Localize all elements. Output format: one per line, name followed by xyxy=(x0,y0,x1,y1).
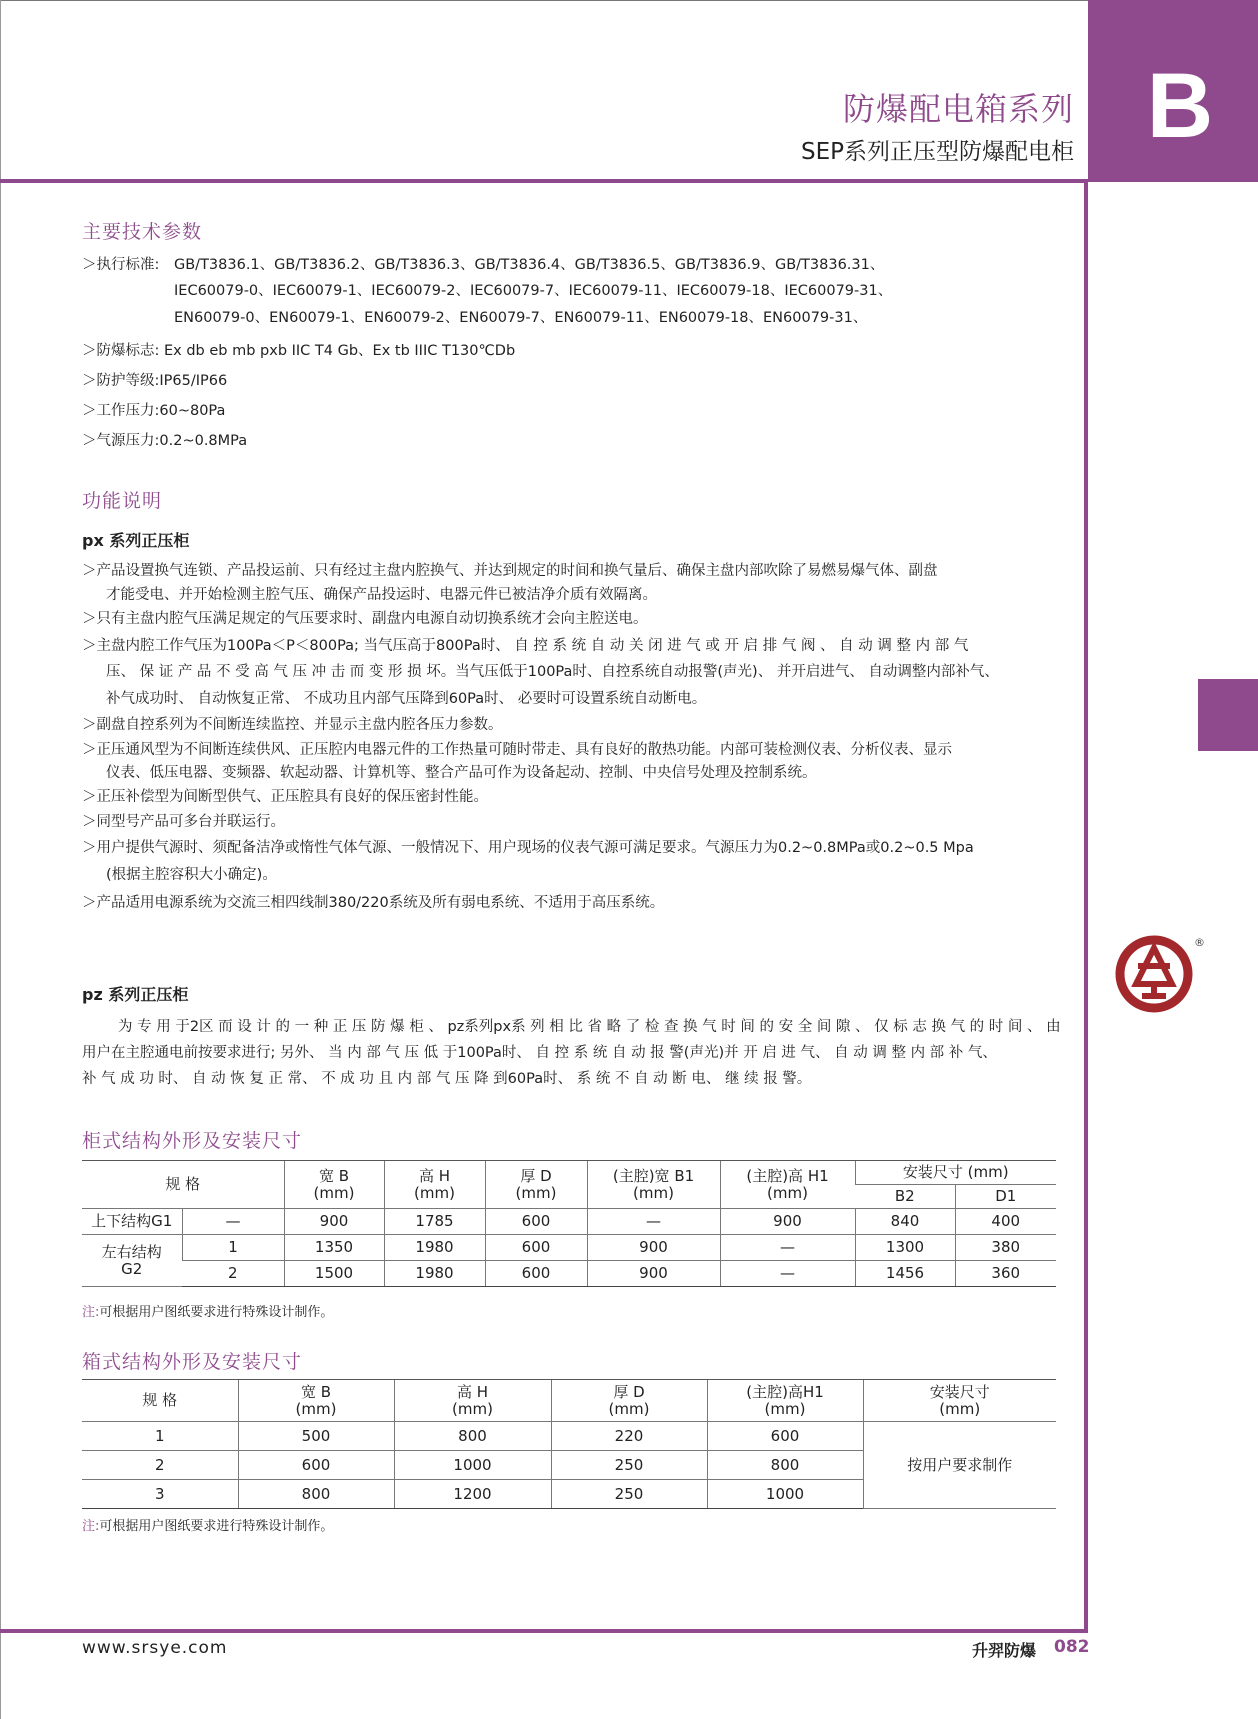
table-row xyxy=(82,1422,1056,1451)
standards-line: EN60079-0、EN60079-1、EN60079-2、EN60079-7、EN60079-11、EN60079-18、EN60079-31、 xyxy=(174,310,868,326)
registered-mark: ® xyxy=(1194,936,1205,949)
header-spec: 规 格 xyxy=(82,1161,284,1209)
cell: 1350 xyxy=(284,1235,384,1261)
px-line: ＞用户提供气源时、须配备洁净或惰性气体气源、一般情况下、用户现场的仪表气源可满足要求。气源压力为0.2~0.8MPa或0.2~0.5 Mpa xyxy=(82,840,974,856)
cabinet-dimensions-table xyxy=(82,1160,1056,1287)
standards-line: IEC60079-0、IEC60079-1、IEC60079-2、IEC60079-7、IEC60079-11、IEC60079-18、IEC60079-31、 xyxy=(174,283,893,299)
header-install: 安装尺寸 (mm) xyxy=(855,1161,1056,1185)
section-letter: B xyxy=(1146,55,1214,157)
cell: 600 xyxy=(485,1235,587,1261)
cell: 400 xyxy=(955,1209,1056,1235)
cell: 500 xyxy=(238,1422,394,1451)
cell: 1200 xyxy=(394,1480,551,1509)
box-table-title: 箱式结构外形及安装尺寸 xyxy=(82,1351,303,1373)
header-width: 宽 B (mm) xyxy=(284,1161,384,1209)
cabinet-table-note: 注:可根据用户图纸要求进行特殊设计制作。 xyxy=(82,1305,334,1320)
side-index-tab xyxy=(1198,679,1258,751)
air-source-pressure: ＞气源压力:0.2~0.8MPa xyxy=(82,433,248,449)
header-b2: B2 xyxy=(855,1185,955,1209)
px-line: ＞副盘自控系列为不间断连续监控、并显示主盘内腔各压力参数。 xyxy=(82,717,503,733)
px-line: ＞正压通风型为不间断连续供风、正压腔内电器元件的工作热量可随时带走、具有良好的散热功能。内部可装检测仪表、分析仪表、显示 xyxy=(82,742,952,758)
header-install: 安装尺寸 (mm) xyxy=(863,1380,1056,1422)
cell: 600 xyxy=(485,1209,587,1235)
cell: 800 xyxy=(394,1422,551,1451)
cell: 250 xyxy=(551,1480,707,1509)
header-main-width: (主腔)宽 B1 (mm) xyxy=(587,1161,720,1209)
page-left-border xyxy=(0,0,1,1719)
px-line: 才能受电、并开始检测主腔气压、确保产品投运时、电器元件已被洁净介质有效隔离。 xyxy=(106,587,657,603)
page-number: 082 xyxy=(1054,1637,1090,1657)
header-d1: D1 xyxy=(955,1185,1056,1209)
main-params-title: 主要技术参数 xyxy=(82,221,203,243)
header-main-height: (主腔)高H1 (mm) xyxy=(707,1380,863,1422)
px-line: (根据主腔容积大小确定)。 xyxy=(106,867,277,883)
cell: 3 xyxy=(82,1480,238,1509)
px-line: ＞主盘内腔工作气压为100Pa＜P＜800Pa; 当气压高于800Pa时、 自 控 系 统 自 动 关 闭 进 气 或 开 启 排 气 阀 、 自 动 调 整 内 部 气 xyxy=(82,638,969,654)
px-series-title: px 系列正压柜 xyxy=(82,531,190,550)
cell: 1980 xyxy=(384,1261,485,1287)
px-line: ＞同型号产品可多台并联运行。 xyxy=(82,814,285,830)
install-note-cell: 按用户要求制作 xyxy=(863,1422,1056,1509)
footer-divider xyxy=(0,1629,1088,1633)
cell: 600 xyxy=(485,1261,587,1287)
px-line: 补气成功时、 自动恢复正常、 不成功且内部气压降到60Pa时、 必要时可设置系统自动断电。 xyxy=(106,691,707,707)
cell: 600 xyxy=(707,1422,863,1451)
ex-marking: ＞防爆标志: Ex db eb mb pxb IIC T4 Gb、Ex tb IIIC T130℃Db xyxy=(82,343,516,359)
website-url: www.srsye.com xyxy=(82,1638,228,1658)
px-line: 仪表、低压电器、变频器、软起动器、计算机等、整合产品可作为设备起动、控制、中央信号处理及控制系统。 xyxy=(106,765,817,781)
header-height: 高 H (mm) xyxy=(384,1161,485,1209)
cell: 1000 xyxy=(394,1451,551,1480)
cell: 360 xyxy=(955,1261,1056,1287)
cell: 2 xyxy=(182,1261,284,1287)
px-line: ＞产品适用电源系统为交流三相四线制380/220系统及所有弱电系统、不适用于高压系统。 xyxy=(82,895,665,911)
cell: 1980 xyxy=(384,1235,485,1261)
header-divider xyxy=(0,179,1088,183)
cell: 1456 xyxy=(855,1261,955,1287)
box-dimensions-table xyxy=(82,1379,1056,1509)
header-depth: 厚 D (mm) xyxy=(485,1161,587,1209)
series-title: 防爆配电箱系列 xyxy=(842,90,1074,128)
cell: 900 xyxy=(284,1209,384,1235)
right-margin-rule xyxy=(1084,179,1088,1633)
cell: 1500 xyxy=(284,1261,384,1287)
pz-line: 用户在主腔通电前按要求进行; 另外、 当 内 部 气 压 低 于100Pa时、 自 控 系 统 自 动 报 警(声光)并 开 启 进 气、 自 动 调 整 内 部 补 气、 xyxy=(82,1045,997,1061)
row-label: 左右结构 G2 xyxy=(82,1235,182,1287)
cell: — xyxy=(720,1261,855,1287)
cell: 380 xyxy=(955,1235,1056,1261)
cell: 600 xyxy=(238,1451,394,1480)
cabinet-table-title: 柜式结构外形及安装尺寸 xyxy=(82,1130,303,1152)
cell: 1000 xyxy=(707,1480,863,1509)
px-line: ＞正压补偿型为间断型供气、正压腔具有良好的保压密封性能。 xyxy=(82,789,488,805)
cell: 2 xyxy=(82,1451,238,1480)
brand-name: 升羿防爆 xyxy=(972,1641,1037,1660)
cell: 1 xyxy=(82,1422,238,1451)
function-title: 功能说明 xyxy=(82,490,163,512)
box-table-note: 注:可根据用户图纸要求进行特殊设计制作。 xyxy=(82,1519,334,1534)
cell: 840 xyxy=(855,1209,955,1235)
brand-logo xyxy=(1114,934,1205,1014)
cell: — xyxy=(182,1209,284,1235)
cell: 800 xyxy=(238,1480,394,1509)
pz-series-title: pz 系列正压柜 xyxy=(82,985,189,1004)
header-main-height: (主腔)高 H1 (mm) xyxy=(720,1161,855,1209)
cell: 220 xyxy=(551,1422,707,1451)
header-depth: 厚 D (mm) xyxy=(551,1380,707,1422)
table-row xyxy=(82,1235,1056,1261)
cell: — xyxy=(720,1235,855,1261)
pz-line: 补 气 成 功 时、 自 动 恢 复 正 常、 不 成 功 且 内 部 气 压 降 到60Pa时、 系 统 不 自 动 断 电、 继 续 报 警。 xyxy=(82,1071,812,1087)
cell: — xyxy=(587,1209,720,1235)
header-spec: 规 格 xyxy=(82,1380,238,1422)
header-height: 高 H (mm) xyxy=(394,1380,551,1422)
product-title: SEP系列正压型防爆配电柜 xyxy=(800,139,1074,165)
px-line: 压、 保 证 产 品 不 受 高 气 压 冲 击 而 变 形 损 坏。当气压低于100Pa时、自控系统自动报警(声光)、 并开启进气、 自动调整内部补气、 xyxy=(106,664,999,680)
working-pressure: ＞工作压力:60~80Pa xyxy=(82,403,226,419)
cell: 800 xyxy=(707,1451,863,1480)
cell: 250 xyxy=(551,1451,707,1480)
pz-line: 为 专 用 于2区 而 设 计 的 一 种 正 压 防 爆 柜 、 pz系列px系 列 相 比 省 略 了 检 查 换 气 时 间 的 安 全 间 隙 、 仅 标 志 换 气 的 时 间 、 由 xyxy=(118,1019,1061,1035)
table-row xyxy=(82,1209,1056,1235)
px-line: ＞产品设置换气连锁、产品投运前、只有经过主盘内腔换气、并达到规定的时间和换气量后、确保主盘内部吹除了易燃易爆气体、副盘 xyxy=(82,563,938,579)
cell: 1 xyxy=(182,1235,284,1261)
standards-line: GB/T3836.1、GB/T3836.2、GB/T3836.3、GB/T3836.4、GB/T3836.5、GB/T3836.9、GB/T3836.31、 xyxy=(174,257,885,273)
cell: 900 xyxy=(587,1261,720,1287)
table-row xyxy=(82,1261,1056,1287)
page-top-border xyxy=(0,0,1258,1)
cell: 1785 xyxy=(384,1209,485,1235)
cell: 1300 xyxy=(855,1235,955,1261)
standards-label: ＞执行标准: xyxy=(82,257,160,273)
row-label: 上下结构G1 xyxy=(82,1209,182,1235)
cell: 900 xyxy=(720,1209,855,1235)
px-line: ＞只有主盘内腔气压满足规定的气压要求时、副盘内电源自动切换系统才会向主腔送电。 xyxy=(82,611,648,627)
cell: 900 xyxy=(587,1235,720,1261)
header-width: 宽 B (mm) xyxy=(238,1380,394,1422)
protection-level: ＞防护等级:IP65/IP66 xyxy=(82,373,228,389)
